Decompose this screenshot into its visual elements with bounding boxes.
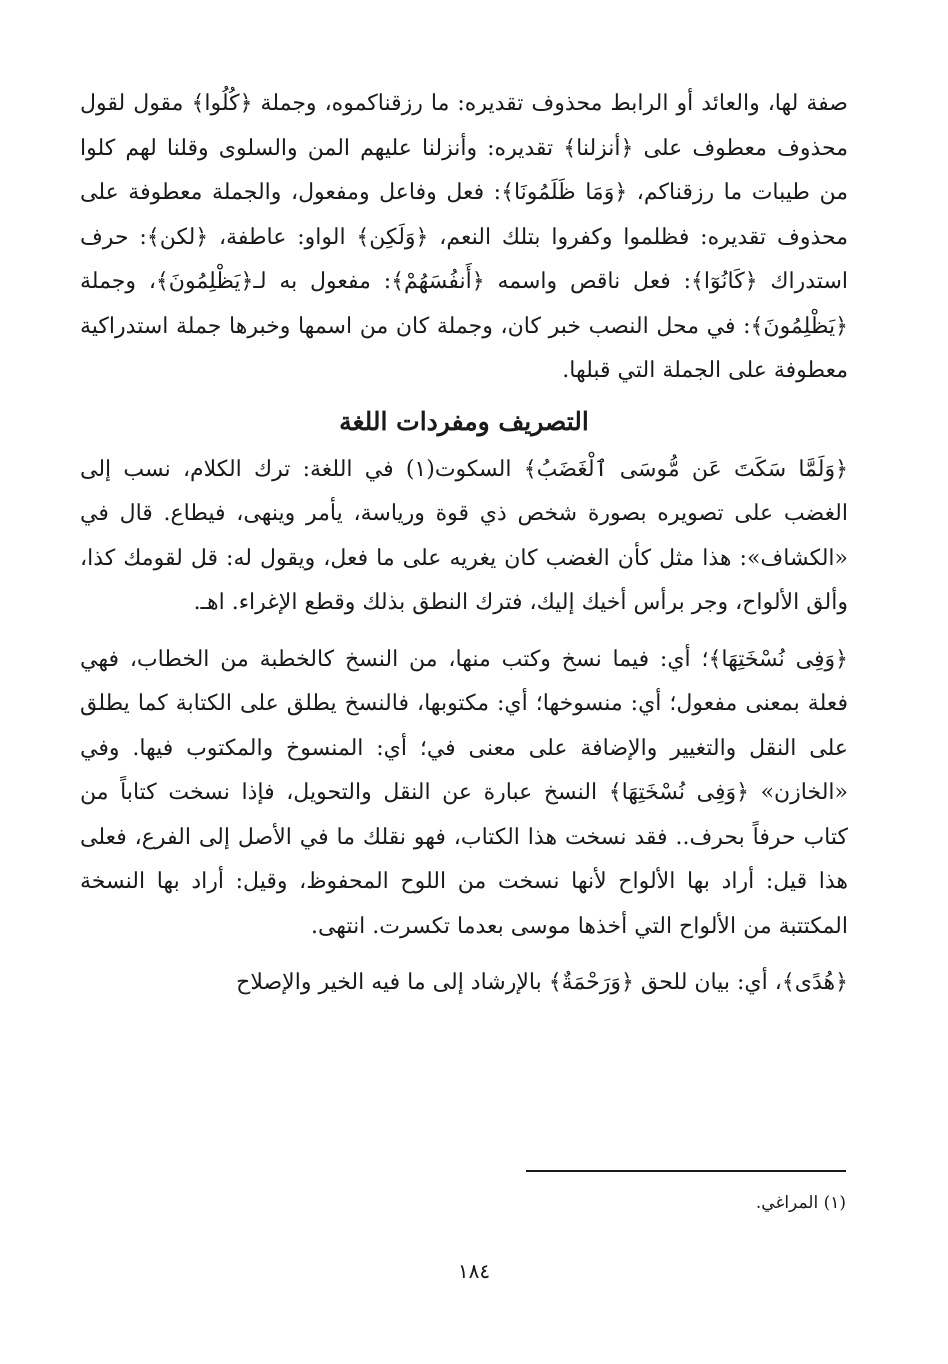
section-title: التصريف ومفردات اللغة [339, 406, 589, 436]
main-text [80, 82, 848, 1006]
page-number: ١٨٤ [457, 1259, 491, 1283]
paragraph-guidance: ﴿هُدًى﴾، أي: بيان للحق ﴿وَرَحْمَةٌ﴾ بالإرشاد إلى ما فيه الخير والإصلاح [236, 970, 848, 995]
footnote-divider [526, 1170, 846, 1172]
paragraph-grammar: صفة لها، والعائد أو الرابط محذوف تقديره: ما رزقناكموه، وجملة ﴿كُلُوا﴾ مقول لقول محذوف معطوف على ﴿أنزلنا﴾ تقديره: وأنزلنا عليهم المن والسلوى وقلنا لهم كلوا من طيبات ما رزقناكم، ﴿وَمَا ظَلَمُونَا﴾: فعل وفاعل ومفعول، والجملة معطوفة على محذوف تقديره: فظلموا وكفروا بتلك النعم، ﴿وَلَكِن﴾ الواو: عاطفة، ﴿لكن﴾: حرف استدراك ﴿كَانُوٓا﴾: فعل ناقص واسمه ﴿أَنفُسَهُمْ﴾: مفعول به لـ﴿يَظْلِمُونَ﴾، وجملة ﴿يَظْلِمُونَ﴾: في محل النصب خبر كان، وجملة كان من اسمها وخبرها جملة استدراكية معطوفة على الجملة التي قبلها. [80, 91, 848, 383]
paragraph-anger: ﴿وَلَمَّا سَكَتَ عَن مُّوسَى ٱلْغَضَبُ﴾ السكوت(١) في اللغة: ترك الكلام، نسب إلى الغضب على تصويره بصورة شخص ذي قوة ورياسة، يأمر وينهى، فيطاع. قال في «الكشاف»: هذا مثل كأن الغضب كان يغريه على ما فعل، ويقول له: قل لقومك كذا، وألق الألواح، وجر برأس أخيك إليك، فترك النطق بذلك وقطع الإغراء. اهـ. [80, 456, 848, 615]
footnote: (١) المراغي. [755, 1193, 846, 1213]
paragraph-nuskha: ﴿وَفِى نُسْخَتِهَا﴾؛ أي: فيما نسخ وكتب منها، من النسخ كالخطبة من الخطاب، فهي فعلة بمعنى مفعول؛ أي: منسوخها؛ أي: مكتوبها، فالنسخ يطلق على الكتابة كما يطلق على النقل والتغيير والإضافة على معنى في؛ أي: المنسوخ والمكتوب فيها. وفي «الخازن» ﴿وَفِى نُسْخَتِهَا﴾ النسخ عبارة عن النقل والتحويل، فإذا نسخت كتاباً من كتاب حرفاً بحرف.. فقد نسخت هذا الكتاب، فهو نقلك ما في الأصل إلى الفرع، فعلى هذا قيل: أراد بها الألواح لأنها نسخت من اللوح المحفوظ، وقيل: أراد بها النسخة المكتتبة من الألواح التي أخذها موسى بعدما تكسرت. انتهى. [80, 646, 848, 939]
